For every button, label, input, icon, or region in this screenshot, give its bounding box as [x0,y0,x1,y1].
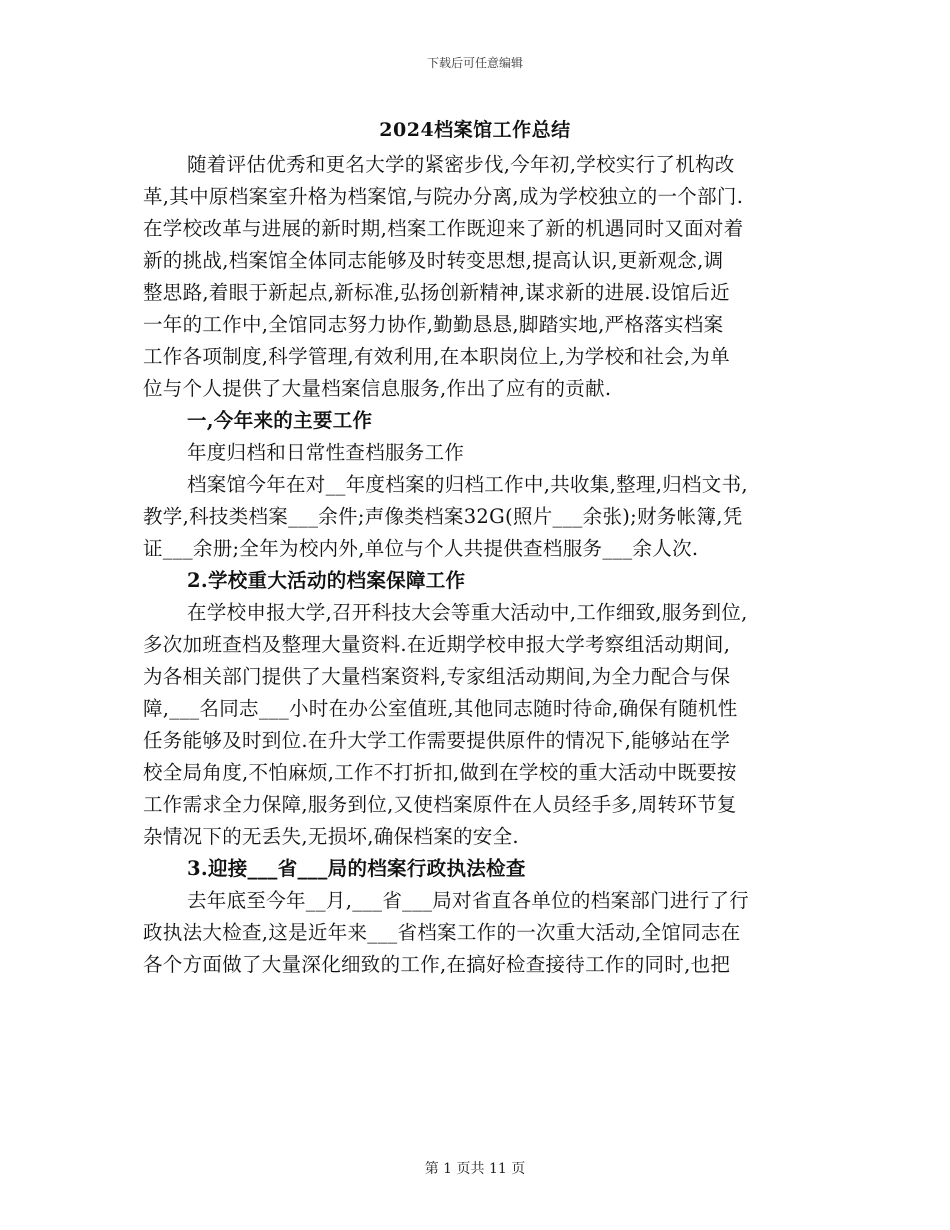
paragraph-line: 革,其中原档案室升格为档案馆,与院办分离,成为学校独立的一个部门. [143,185,744,208]
document-body [143,149,811,981]
header-note: 下载后可任意编辑 [426,56,523,70]
paragraph-line: 档案馆今年在对__年度档案的归档工作中,共收集,整理,归档文书, [187,473,748,496]
paragraph-line: 一年的工作中,全馆同志努力协作,勤勤恳恳,脚踏实地,严格落实档案 [143,313,724,336]
paragraph-line: 多次加班查档及整理大量资料.在近期学校申报大学考察组活动期间, [143,633,731,656]
paragraph-line: 各个方面做了大量深化细致的工作,在搞好检查接待工作的同时,也把 [143,953,731,976]
paragraph-line: 障,___名同志___小时在办公室值班,其他同志随时待命,确保有随机性 [143,697,738,720]
paragraph-line: 位与个人提供了大量档案信息服务,作出了应有的贡献. [143,377,612,400]
paragraph-line: 整思路,着眼于新起点,新标准,弘扬创新精神,谋求新的进展.设馆后近 [143,281,730,304]
section-heading: 2.学校重大活动的档案保障工作 [187,569,466,592]
paragraph-line: 随着评估优秀和更名大学的紧密步伐,今年初,学校实行了机构改 [187,153,735,176]
section-heading: 一,今年来的主要工作 [187,409,373,432]
paragraph-line: 政执法大检查,这是近年来___省档案工作的一次重大活动,全馆同志在 [143,921,741,944]
paragraph-line: 任务能够及时到位.在升大学工作需要提供原件的情况下,能够站在学 [143,729,731,752]
paragraph-line: 年度归档和日常性查档服务工作 [187,441,465,464]
paragraph-line: 在学校改革与进展的新时期,档案工作既迎来了新的机遇同时又面对着 [143,217,744,240]
section-heading: 3.迎接___省___局的档案行政执法检查 [187,857,526,880]
paragraph-line: 新的挑战,档案馆全体同志能够及时转变思想,提高认识,更新观念,调 [143,249,724,272]
paragraph-line: 杂情况下的无丢失,无损坏,确保档案的安全. [143,825,519,848]
paragraph-line: 为各相关部门提供了大量档案资料,专家组活动期间,为全力配合与保 [143,665,731,688]
document-title: 2024档案馆工作总结 [379,119,571,141]
page-footer: 第 1 页共 11 页 [424,1161,526,1177]
paragraph-line: 教学,科技类档案___余件;声像类档案32G(照片___余张);财务帐簿,凭 [143,505,743,528]
paragraph-line: 证___余册;全年为校内外,单位与个人共提供查档服务___余人次. [143,537,699,560]
paragraph-line: 在学校申报大学,召开科技大会等重大活动中,工作细致,服务到位, [187,601,748,624]
paragraph-line: 工作各项制度,科学管理,有效利用,在本职岗位上,为学校和社会,为单 [143,345,730,368]
paragraph-line: 校全局角度,不怕麻烦,工作不打折扣,做到在学校的重大活动中既要按 [143,761,737,784]
paragraph-line: 去年底至今年__月,___省___局对省直各单位的档案部门进行了行 [187,889,750,912]
paragraph-line: 工作需求全力保障,服务到位,又使档案原件在人员经手多,周转环节复 [143,793,737,816]
